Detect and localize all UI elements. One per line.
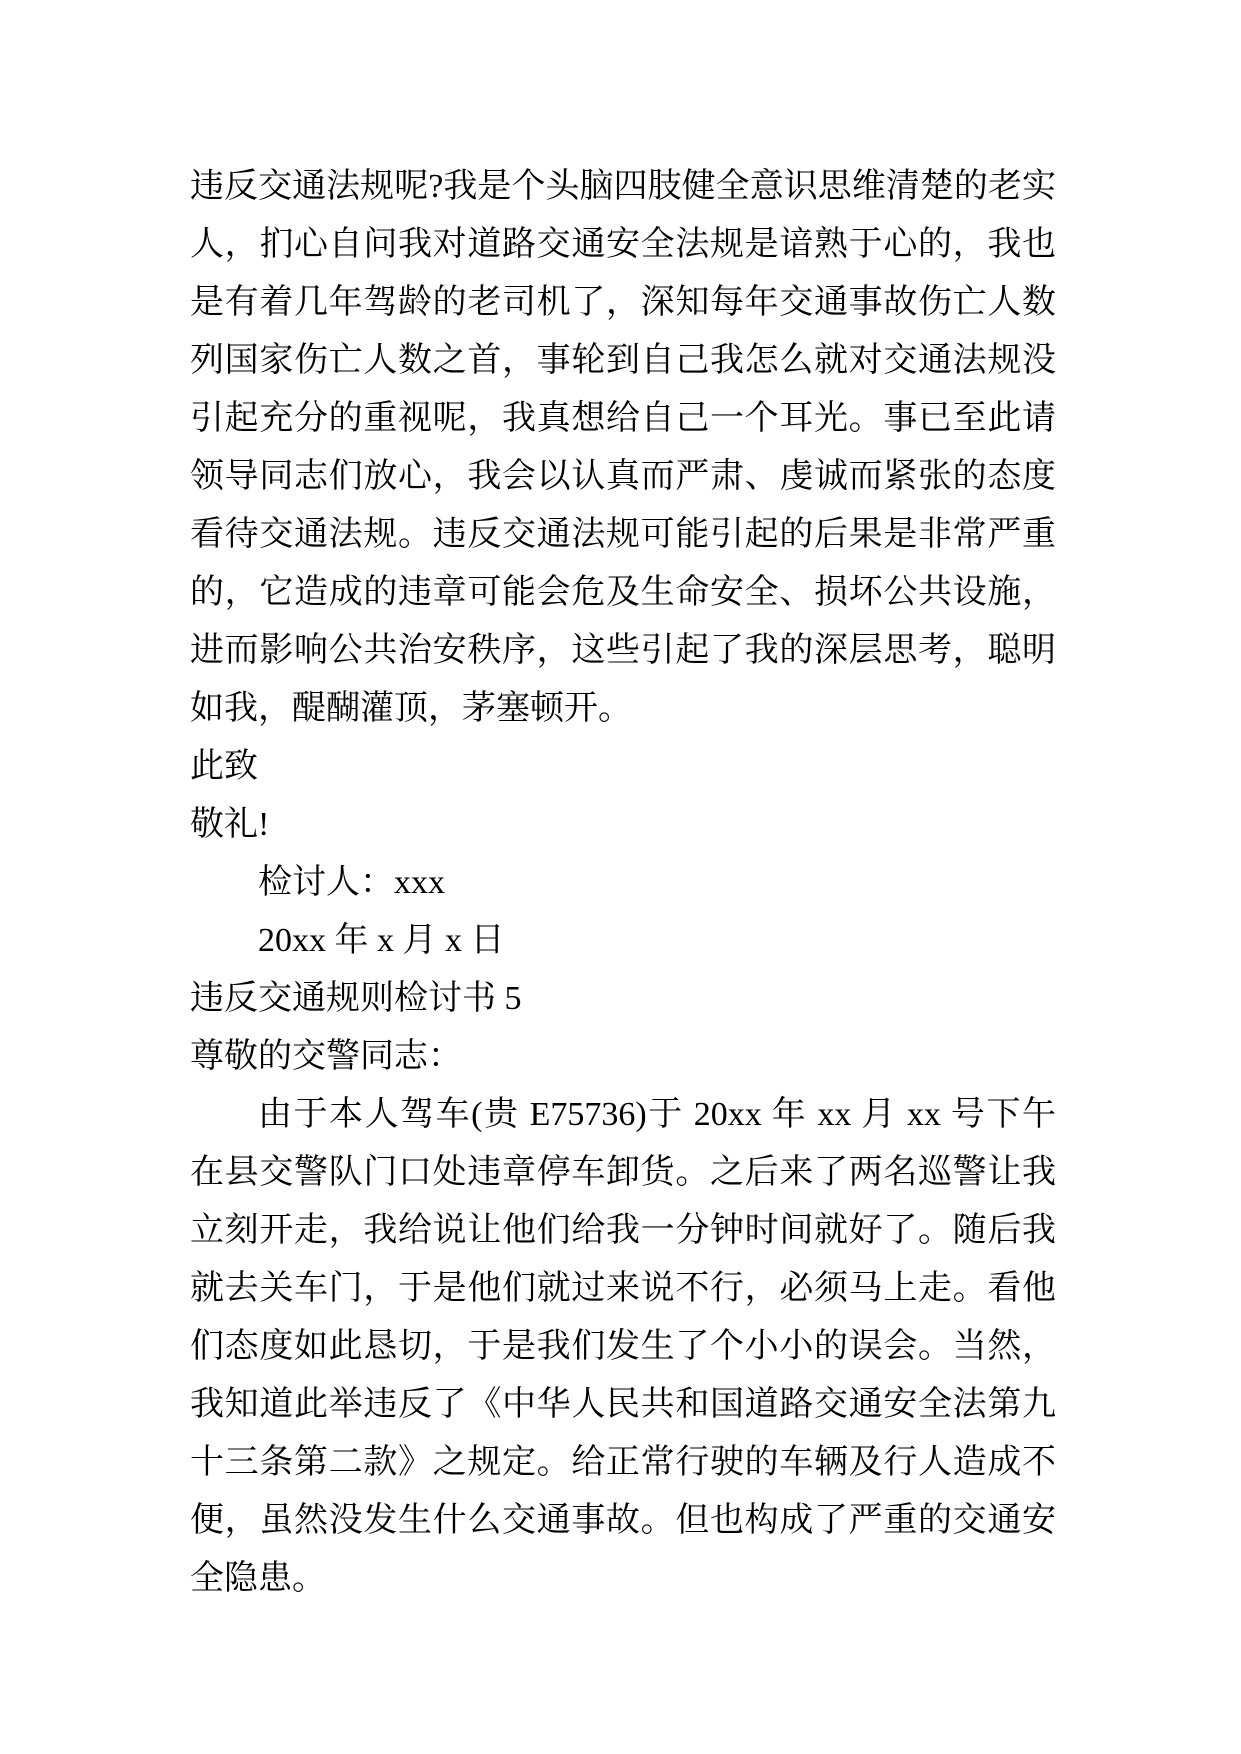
- closing-salute: 敬礼!: [190, 806, 270, 843]
- closing-cizhi: 此致: [190, 748, 258, 785]
- document-body: [190, 158, 1056, 1608]
- section-title: 违反交通规则检讨书 5: [190, 980, 522, 1017]
- date-line: 20xx 年 x 月 x 日: [258, 922, 505, 959]
- salutation: 尊敬的交警同志：: [190, 1038, 462, 1075]
- body-paragraph-continued: 违反交通法规呢?我是个头脑四肢健全意识思维清楚的老实人，扪心自问我对道路交通安全法规是谙熟于心的，我也是有着几年驾龄的老司机了，深知每年交通事故伤亡人数列国家伤亡人数之首，事轮到自己我怎么就对交通法规没引起充分的重视呢，我真想给自己一个耳光。事已至此请领导同志们放心，我会以认真而严肃、虔诚而紧张的态度看待交通法规。违反交通法规可能引起的后果是非常严重的，它造成的违章可能会危及生命安全、损坏公共设施，进而影响公共治安秩序，这些引起了我的深层思考，聪明如我，醍醐灌顶，茅塞顿开。: [190, 168, 1056, 727]
- body-paragraph: 由于本人驾车(贵 E75736)于 20xx 年 xx 月 xx 号下午在县交警队门口处违章停车卸货。之后来了两名巡警让我立刻开走，我给说让他们给我一分钟时间就好了。随后我就去关车门，于是他们就过来说不行，必须马上走。看他们态度如此恳切，于是我们发生了个小小的误会。当然，我知道此举违反了《中华人民共和国道路交通安全法第九十三条第二款》之规定。给正常行驶的车辆及行人造成不便，虽然没发生什么交通事故。但也构成了严重的交通安全隐患。: [190, 1096, 1056, 1597]
- signature-line: 检讨人：xxx: [258, 864, 445, 901]
